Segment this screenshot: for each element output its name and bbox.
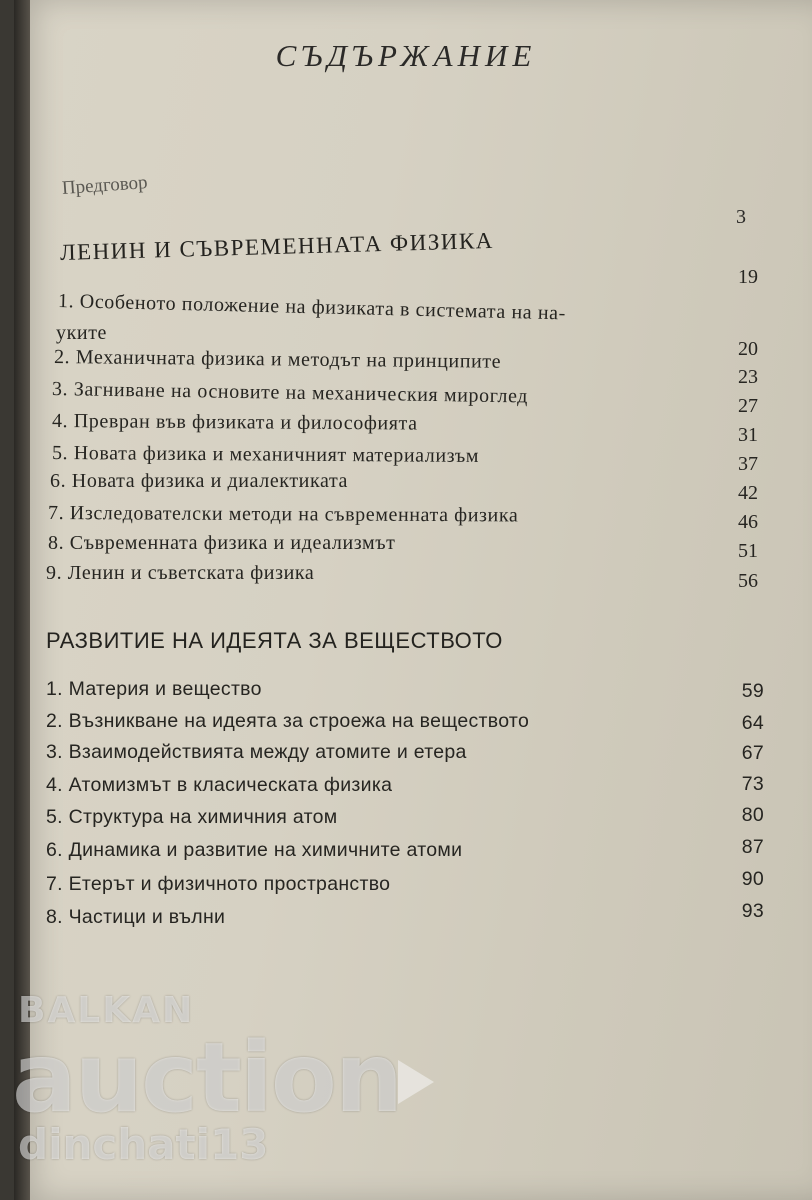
toc-entry: 9. Ленин и съветската физика	[46, 562, 315, 584]
toc-preface: Предговор	[61, 172, 149, 199]
toc-entry: 2. Възникване на идеята за строежа на веществото	[46, 710, 530, 732]
toc-page-number: 3	[736, 206, 746, 228]
toc-page-number: 64	[741, 712, 764, 734]
toc-page-number: 80	[741, 804, 764, 826]
toc-page-number: 90	[741, 868, 764, 890]
toc-page-number: 23	[738, 366, 758, 388]
toc-entry: 6. Динамика и развитие на химичните атоми	[46, 839, 463, 861]
toc-page-number: 93	[741, 900, 764, 922]
toc-entry: 5. Структура на химичния атом	[46, 806, 338, 828]
toc-page-number: 87	[741, 836, 764, 858]
toc-entry: 7. Изследователски методи на съвременната физика	[47, 502, 519, 527]
toc-page-number: 67	[741, 742, 764, 764]
toc-page-number: 20	[738, 338, 758, 360]
toc-page-number: 73	[741, 773, 764, 795]
toc-page-number: 19	[738, 266, 758, 288]
toc-page-number: 31	[738, 424, 758, 446]
watermark-brand-top: BALKAN	[18, 990, 195, 1031]
toc-entry: 8. Частици и вълни	[46, 906, 226, 928]
part-heading: РАЗВИТИЕ НА ИДЕЯТА ЗА ВЕЩЕСТВОТО	[46, 628, 503, 653]
toc-entry: 1. Особеното положение на физиката в системата на на-	[57, 290, 567, 325]
toc-page-number: 42	[738, 482, 758, 504]
toc-entry: 8. Съвременната физика и идеализмът	[48, 532, 396, 554]
watermark-username: dinchati13	[18, 1120, 269, 1169]
page-title: СЪДЪРЖАНИЕ	[275, 38, 537, 73]
toc-page-number: 46	[738, 511, 758, 533]
toc-page-number: 59	[741, 680, 764, 702]
toc-entry-continuation: уките	[56, 322, 108, 344]
toc-page-number: 56	[738, 570, 758, 592]
toc-entry: 3. Взаимодействията между атомите и етера	[46, 741, 467, 763]
watermark-play-icon	[398, 1060, 434, 1104]
toc-entry: 3. Загниване на основите на механическия мироглед	[51, 378, 529, 408]
toc-entry: 1. Материя и вещество	[46, 678, 262, 700]
part-heading: ЛЕНИН И СЪВРЕМЕННАТА ФИЗИКА	[59, 227, 495, 265]
toc-entry: 2. Механичната физика и методът на принципите	[53, 346, 502, 373]
toc-page-number: 51	[738, 540, 758, 562]
toc-entry: 5. Новата физика и механичният материализъм	[51, 442, 480, 467]
toc-page-number: 37	[738, 453, 758, 475]
toc-page-number: 27	[738, 395, 758, 417]
watermark-brand-main: auction	[12, 1022, 402, 1134]
toc-entry: 7. Етерът и физичното пространство	[46, 873, 391, 895]
toc-entry: 6. Новата физика и диалектиката	[50, 470, 349, 492]
toc-entry: 4. Превран във физиката и философията	[51, 410, 418, 435]
toc-entry: 4. Атомизмът в класическата физика	[46, 774, 393, 796]
